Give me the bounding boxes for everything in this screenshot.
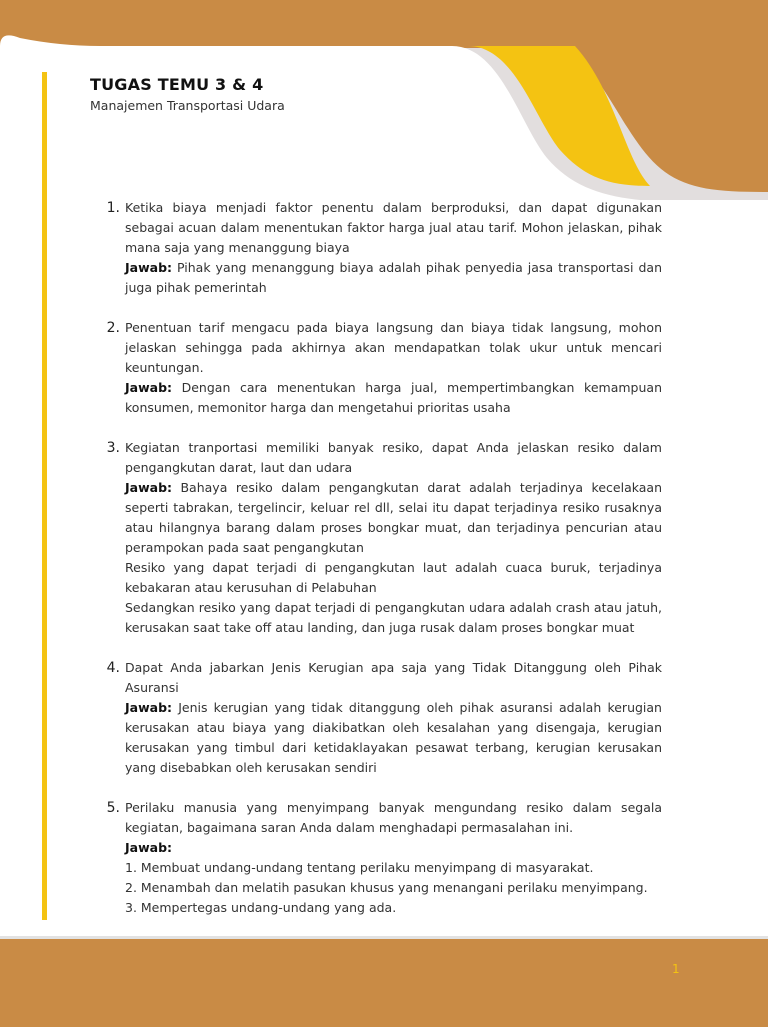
question-item [100, 318, 662, 418]
answer-text [125, 698, 662, 778]
answer-label: Jawab: [125, 380, 173, 395]
answer-text [125, 478, 662, 558]
question-item [100, 438, 662, 638]
left-accent-bar [42, 72, 47, 920]
answer-body: Dengan cara menentukan harga jual, mempertimbangkan kemampuan konsumen, memonitor harga dan mengetahui prioritas usaha [125, 380, 662, 415]
question-text: Perilaku manusia yang menyimpang banyak mengundang resiko dalam segala kegiatan, bagaimana saran Anda dalam menghadapi permasalahan ini. [125, 800, 662, 835]
page-title: TUGAS TEMU 3 & 4 [90, 75, 264, 94]
answer-list-item: 3. Mempertegas undang-undang yang ada. [125, 900, 397, 915]
answer-continuation: Resiko yang dapat terjadi di pengangkutan laut adalah cuaca buruk, terjadinya kebakaran atau kerusuhan di Pelabuhan [125, 560, 662, 595]
answer-continuation: Sedangkan resiko yang dapat terjadi di pengangkutan udara adalah crash atau jatuh, kerusakan saat take off atau landing, dan juga rusak dalam proses bongkar muat [125, 600, 662, 635]
question-text: Dapat Anda jabarkan Jenis Kerugian apa saja yang Tidak Ditanggung oleh Pihak Asuransi [125, 660, 662, 695]
question-number: 2. [106, 320, 120, 336]
answer-list-item: 2. Menambah dan melatih pasukan khusus yang menangani perilaku menyimpang. [125, 880, 648, 895]
answer-body: Jenis kerugian yang tidak ditanggung oleh pihak asuransi adalah kerugian kerusakan atau biaya yang diakibatkan oleh kesalahan yang disengaja, kerugian kerusakan yang timbul dari ketidaklayakan pesawat terbang, kerugian kerusakan yang disebabkan oleh kerusakan sendiri [125, 700, 662, 775]
document-header [90, 75, 285, 113]
question-text: Ketika biaya menjadi faktor penentu dalam berproduksi, dan dapat digunakan sebagai acuan dalam menentukan faktor harga jual atau tarif. Mohon jelaskan, pihak mana saja yang menanggung biaya [125, 200, 662, 255]
answer-list-item: 1. Membuat undang-undang tentang perilaku menyimpang di masyarakat. [125, 860, 594, 875]
answer-label: Jawab: [125, 480, 173, 495]
answer-text [125, 838, 662, 858]
answer-body: Bahaya resiko dalam pengangkutan darat adalah terjadinya kecelakaan seperti tabrakan, tergelincir, keluar rel dll, selai itu dapat terjadinya resiko rusaknya atau hilangnya barang dalam proses bongkar muat, dan terjadinya pencurian atau perampokan pada saat pengangkutan [125, 480, 662, 555]
answer-label: Jawab: [125, 840, 173, 855]
question-text: Penentuan tarif mengacu pada biaya langsung dan biaya tidak langsung, mohon jelaskan sehingga pada akhirnya akan mendapatkan tolak ukur untuk mencari keuntungan. [125, 320, 662, 375]
answer-label: Jawab: [125, 260, 173, 275]
question-number: 1. [106, 200, 120, 216]
answer-text [125, 258, 662, 298]
question-item [100, 658, 662, 778]
question-text: Kegiatan tranportasi memiliki banyak resiko, dapat Anda jelaskan resiko dalam pengangkutan darat, laut dan udara [125, 440, 662, 475]
question-number: 5. [106, 800, 120, 816]
question-list [100, 198, 662, 938]
footer-band [0, 936, 768, 1027]
page-subtitle: Manajemen Transportasi Udara [90, 98, 285, 113]
question-number: 4. [106, 660, 120, 676]
question-number: 3. [106, 440, 120, 456]
question-item [100, 798, 662, 918]
page-number: 1 [672, 962, 680, 976]
answer-body: Pihak yang menanggung biaya adalah pihak penyedia jasa transportasi dan juga pihak pemerintah [125, 260, 662, 295]
answer-label: Jawab: [125, 700, 173, 715]
answer-text [125, 378, 662, 418]
question-item [100, 198, 662, 298]
